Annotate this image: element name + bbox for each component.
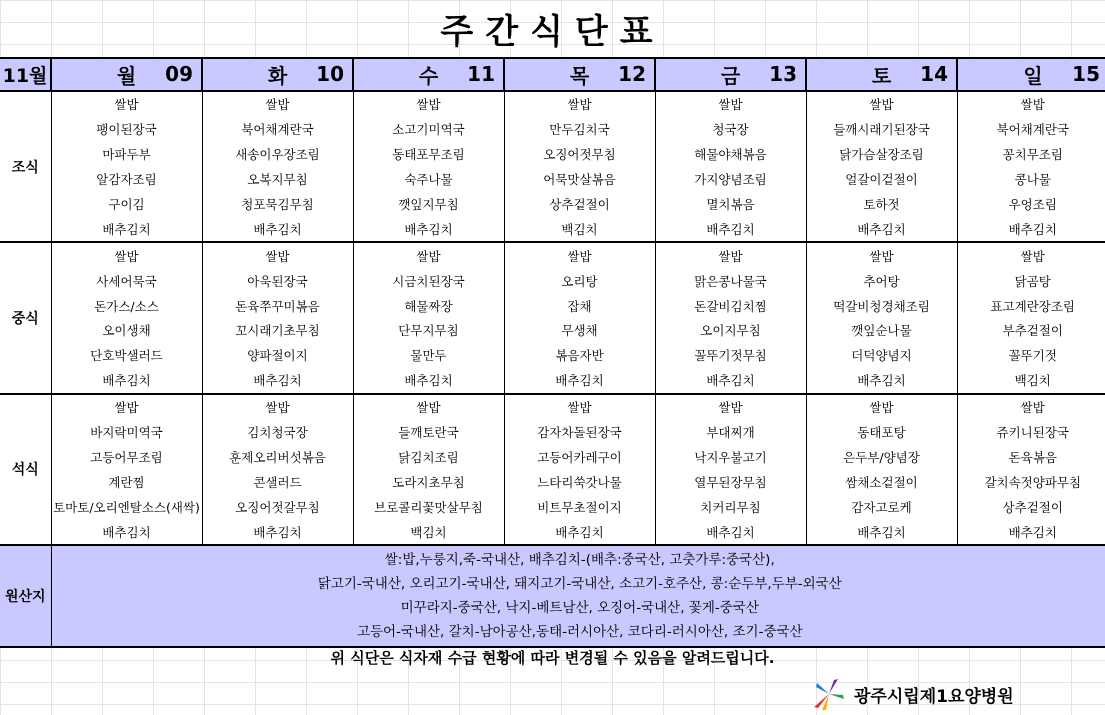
menu-item: 물만두 bbox=[353, 343, 504, 368]
menu-item: 떡갈비청경채조림 bbox=[806, 293, 957, 318]
origin-line: 쌀:밥,누룽지,죽-국내산, 배추김치-(배추:중국산, 고춧가루:중국산), bbox=[384, 552, 775, 569]
menu-item: 구이김 bbox=[51, 192, 202, 217]
menu-row bbox=[0, 192, 1105, 217]
menu-row bbox=[0, 420, 1105, 445]
day-date: 09 bbox=[165, 62, 193, 86]
menu-item: 쌈채소겉절이 bbox=[806, 469, 957, 494]
menu-item: 북어채계란국 bbox=[957, 117, 1105, 142]
menu-item: 배추김치 bbox=[353, 216, 504, 242]
menu-item: 콘샐러드 bbox=[202, 469, 353, 494]
menu-item: 오이생채 bbox=[51, 318, 202, 343]
menu-item: 쌀밥 bbox=[51, 91, 202, 117]
menu-item: 닭김치조림 bbox=[353, 444, 504, 469]
menu-item: 쌀밥 bbox=[806, 242, 957, 268]
day-name: 일 bbox=[1023, 64, 1043, 88]
menu-item: 백김치 bbox=[353, 519, 504, 545]
menu-item: 은두부/양념장 bbox=[806, 444, 957, 469]
menu-item: 상추겉절이 bbox=[957, 494, 1105, 519]
menu-item: 감자차돌된장국 bbox=[504, 420, 655, 445]
menu-item: 추어탕 bbox=[806, 268, 957, 293]
menu-item: 바지락미역국 bbox=[51, 420, 202, 445]
menu-item: 볶음자반 bbox=[504, 343, 655, 368]
menu-item: 상추겉절이 bbox=[504, 192, 655, 217]
menu-item: 배추김치 bbox=[353, 368, 504, 394]
meal-label: 석식 bbox=[0, 394, 51, 545]
menu-item: 백김치 bbox=[504, 216, 655, 242]
menu-item: 어묵맛살볶음 bbox=[504, 167, 655, 192]
origin-info bbox=[51, 545, 1105, 647]
day-name: 토 bbox=[871, 64, 892, 88]
menu-item: 배추김치 bbox=[957, 216, 1105, 242]
weekly-menu-table bbox=[0, 57, 1105, 648]
month-label: 11월 bbox=[0, 58, 51, 91]
menu-item: 배추김치 bbox=[202, 216, 353, 242]
menu-item: 고등어카레구이 bbox=[504, 444, 655, 469]
menu-row bbox=[0, 444, 1105, 469]
menu-item: 부추겉절이 bbox=[957, 318, 1105, 343]
menu-item: 숙주나물 bbox=[353, 167, 504, 192]
menu-item: 양파절이지 bbox=[202, 343, 353, 368]
menu-item: 갈치속젓양파무침 bbox=[957, 469, 1105, 494]
menu-item: 해물짜장 bbox=[353, 293, 504, 318]
day-name: 화 bbox=[267, 64, 288, 88]
menu-item: 배추김치 bbox=[655, 519, 806, 545]
page-title: 주간식단표 bbox=[440, 11, 665, 52]
menu-item: 도라지초무침 bbox=[353, 469, 504, 494]
menu-row bbox=[0, 167, 1105, 192]
menu-item: 비트무초절이지 bbox=[504, 494, 655, 519]
menu-item: 쌀밥 bbox=[353, 242, 504, 268]
menu-item: 김치청국장 bbox=[202, 420, 353, 445]
menu-item: 쌀밥 bbox=[202, 242, 353, 268]
menu-item: 쌀밥 bbox=[202, 394, 353, 420]
menu-item: 쌀밥 bbox=[957, 91, 1105, 117]
menu-row bbox=[0, 91, 1105, 117]
menu-item: 들깨토란국 bbox=[353, 420, 504, 445]
menu-row bbox=[0, 242, 1105, 268]
day-header bbox=[806, 58, 957, 91]
menu-item: 닭곰탕 bbox=[957, 268, 1105, 293]
hospital-name: 광주시립제1요양병원 bbox=[854, 686, 1014, 707]
menu-item: 닭가슴살장조림 bbox=[806, 142, 957, 167]
menu-item: 배추김치 bbox=[806, 368, 957, 394]
menu-item: 오복지무침 bbox=[202, 167, 353, 192]
menu-item: 낙지우불고기 bbox=[655, 444, 806, 469]
origin-line: 고등어-국내산, 갈치-남아공산,동태-러시아산, 코다리-러시아산, 조기-중국산 bbox=[356, 624, 803, 641]
menu-item: 동태포무조림 bbox=[353, 142, 504, 167]
menu-item: 쌀밥 bbox=[353, 91, 504, 117]
day-date: 13 bbox=[769, 62, 797, 86]
meal-label: 조식 bbox=[0, 91, 51, 242]
menu-row bbox=[0, 469, 1105, 494]
origin-label: 원산지 bbox=[0, 545, 51, 647]
menu-item: 깻잎지무침 bbox=[353, 192, 504, 217]
menu-item: 돈육볶음 bbox=[957, 444, 1105, 469]
menu-item: 치커리무침 bbox=[655, 494, 806, 519]
day-date: 12 bbox=[618, 62, 646, 86]
menu-item: 쌀밥 bbox=[51, 394, 202, 420]
menu-item: 열무된장무침 bbox=[655, 469, 806, 494]
menu-item: 더덕양념지 bbox=[806, 343, 957, 368]
day-date: 14 bbox=[920, 62, 948, 86]
menu-item: 쌀밥 bbox=[202, 91, 353, 117]
menu-item: 배추김치 bbox=[51, 368, 202, 394]
day-date: 10 bbox=[316, 62, 344, 86]
day-name: 금 bbox=[720, 64, 741, 88]
menu-item: 꽁치무조림 bbox=[957, 142, 1105, 167]
day-header-row bbox=[0, 58, 1105, 91]
menu-item: 쌀밥 bbox=[504, 394, 655, 420]
menu-item: 쌀밥 bbox=[806, 91, 957, 117]
menu-item: 얼갈이겉절이 bbox=[806, 167, 957, 192]
menu-item: 쌀밥 bbox=[806, 394, 957, 420]
day-name: 수 bbox=[418, 64, 439, 88]
menu-item: 오징어젓갈무침 bbox=[202, 494, 353, 519]
hospital-logo-block bbox=[812, 677, 1014, 711]
menu-item: 돈육쭈꾸미볶음 bbox=[202, 293, 353, 318]
menu-item: 소고기미역국 bbox=[353, 117, 504, 142]
menu-item: 청국장 bbox=[655, 117, 806, 142]
menu-item: 배추김치 bbox=[806, 216, 957, 242]
menu-row bbox=[0, 117, 1105, 142]
menu-item: 계란찜 bbox=[51, 469, 202, 494]
menu-item: 아욱된장국 bbox=[202, 268, 353, 293]
menu-item: 훈제오리버섯볶음 bbox=[202, 444, 353, 469]
menu-item: 배추김치 bbox=[655, 368, 806, 394]
menu-item: 쌀밥 bbox=[353, 394, 504, 420]
menu-item: 잡채 bbox=[504, 293, 655, 318]
menu-item: 배추김치 bbox=[504, 519, 655, 545]
menu-row bbox=[0, 368, 1105, 394]
menu-item: 만두김치국 bbox=[504, 117, 655, 142]
menu-item: 배추김치 bbox=[806, 519, 957, 545]
menu-item: 부대찌개 bbox=[655, 420, 806, 445]
menu-item: 배추김치 bbox=[51, 519, 202, 545]
day-header bbox=[51, 58, 202, 91]
menu-item: 배추김치 bbox=[202, 519, 353, 545]
origin-line: 닭고기-국내산, 오리고기-국내산, 돼지고기-국내산, 소고기-호주산, 콩:순두부,두부-외국산 bbox=[317, 576, 842, 593]
origin-line: 미꾸라지-중국산, 낙지-베트남산, 오징어-국내산, 꽃게-중국산 bbox=[400, 600, 759, 617]
menu-item: 쌀밥 bbox=[655, 91, 806, 117]
hospital-logo-icon bbox=[812, 677, 846, 711]
menu-item: 들깨시래기된장국 bbox=[806, 117, 957, 142]
menu-item: 쌀밥 bbox=[957, 242, 1105, 268]
menu-item: 콩나물 bbox=[957, 167, 1105, 192]
menu-item: 청포묵김무침 bbox=[202, 192, 353, 217]
menu-item: 쌀밥 bbox=[655, 242, 806, 268]
menu-item: 가지양념조림 bbox=[655, 167, 806, 192]
menu-item: 동태포탕 bbox=[806, 420, 957, 445]
menu-item: 배추김치 bbox=[655, 216, 806, 242]
origin-row bbox=[0, 545, 1105, 647]
menu-item: 깻잎순나물 bbox=[806, 318, 957, 343]
menu-item: 꼴뚜기젓 bbox=[957, 343, 1105, 368]
menu-item: 시금치된장국 bbox=[353, 268, 504, 293]
menu-item: 쥬키니된장국 bbox=[957, 420, 1105, 445]
menu-item: 배추김치 bbox=[504, 368, 655, 394]
menu-row bbox=[0, 142, 1105, 167]
menu-row bbox=[0, 268, 1105, 293]
menu-item: 감자고로케 bbox=[806, 494, 957, 519]
day-name: 월 bbox=[116, 64, 137, 88]
day-header bbox=[504, 58, 655, 91]
day-header bbox=[353, 58, 504, 91]
menu-item: 배추김치 bbox=[202, 368, 353, 394]
menu-item: 사세어묵국 bbox=[51, 268, 202, 293]
menu-item: 마파두부 bbox=[51, 142, 202, 167]
menu-item: 오이지무침 bbox=[655, 318, 806, 343]
menu-item: 단무지무침 bbox=[353, 318, 504, 343]
menu-item: 쌀밥 bbox=[504, 91, 655, 117]
menu-item: 토하젓 bbox=[806, 192, 957, 217]
menu-item: 돈갈비김치찜 bbox=[655, 293, 806, 318]
menu-item: 무생채 bbox=[504, 318, 655, 343]
menu-item: 배추김치 bbox=[957, 519, 1105, 545]
menu-item: 새송이우장조림 bbox=[202, 142, 353, 167]
menu-item: 해물야채볶음 bbox=[655, 142, 806, 167]
day-header bbox=[957, 58, 1105, 91]
menu-item: 쌀밥 bbox=[51, 242, 202, 268]
menu-item: 북어채계란국 bbox=[202, 117, 353, 142]
menu-item: 멸치볶음 bbox=[655, 192, 806, 217]
menu-item: 팽이된장국 bbox=[51, 117, 202, 142]
menu-row bbox=[0, 394, 1105, 420]
menu-row bbox=[0, 216, 1105, 242]
menu-item: 토마토/오리엔탈소스(새싹) bbox=[51, 494, 202, 519]
menu-item: 배추김치 bbox=[51, 216, 202, 242]
day-date: 11 bbox=[467, 62, 495, 86]
menu-item: 알감자조림 bbox=[51, 167, 202, 192]
menu-row bbox=[0, 494, 1105, 519]
day-header bbox=[655, 58, 806, 91]
menu-item: 쌀밥 bbox=[655, 394, 806, 420]
menu-item: 쌀밥 bbox=[504, 242, 655, 268]
notice-text: 위 식단은 식자재 수급 현황에 따라 변경될 수 있음을 알려드립니다. bbox=[330, 648, 775, 667]
menu-item: 고등어무조림 bbox=[51, 444, 202, 469]
menu-row bbox=[0, 293, 1105, 318]
day-date: 15 bbox=[1072, 62, 1100, 86]
menu-item: 돈가스/소스 bbox=[51, 293, 202, 318]
day-name: 목 bbox=[569, 64, 590, 88]
menu-item: 표고계란장조림 bbox=[957, 293, 1105, 318]
menu-row bbox=[0, 318, 1105, 343]
menu-item: 백김치 bbox=[957, 368, 1105, 394]
menu-row bbox=[0, 519, 1105, 545]
menu-item: 단호박샐러드 bbox=[51, 343, 202, 368]
menu-item: 우엉조림 bbox=[957, 192, 1105, 217]
menu-item: 브로콜리꽃맛살무침 bbox=[353, 494, 504, 519]
menu-item: 쌀밥 bbox=[957, 394, 1105, 420]
menu-item: 오리탕 bbox=[504, 268, 655, 293]
menu-row bbox=[0, 343, 1105, 368]
day-header bbox=[202, 58, 353, 91]
menu-item: 꼴뚜기젓무침 bbox=[655, 343, 806, 368]
menu-item: 느타리쑥갓나물 bbox=[504, 469, 655, 494]
menu-item: 맑은콩나물국 bbox=[655, 268, 806, 293]
menu-item: 꼬시래기초무침 bbox=[202, 318, 353, 343]
meal-label: 중식 bbox=[0, 242, 51, 393]
menu-item: 오징어젓무침 bbox=[504, 142, 655, 167]
